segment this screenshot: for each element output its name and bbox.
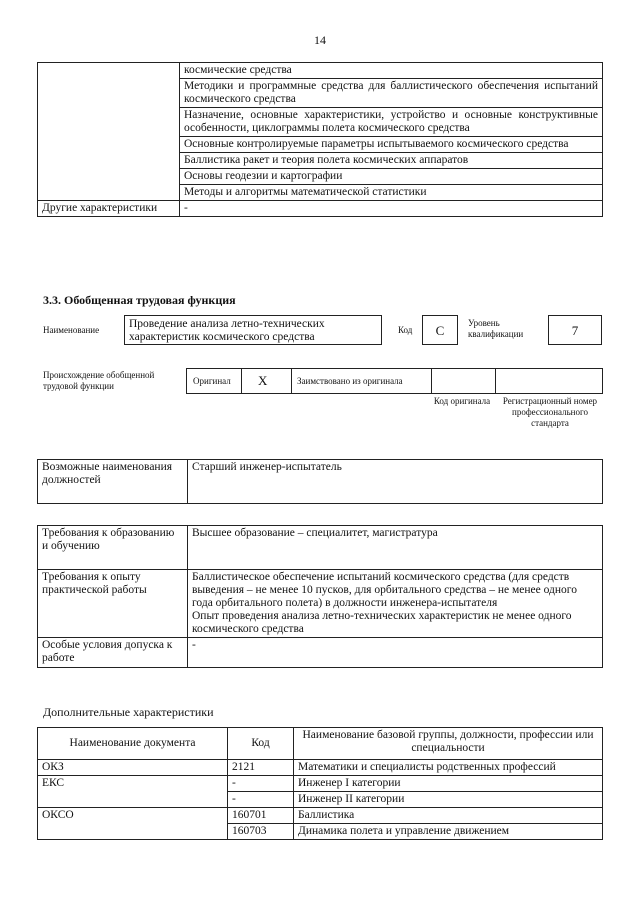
positions-table [37, 459, 603, 504]
header-code: Код [228, 728, 294, 760]
additional-title: Дополнительные характеристики [43, 705, 214, 719]
additional-table [37, 727, 603, 840]
name-cell: Динамика полета и управление движением [294, 824, 603, 840]
knowledge-item: Основные контролируемые параметры испытываемого космического средства [180, 137, 603, 153]
origin-label: Происхождение обобщенной трудовой функции [43, 370, 155, 391]
level-value: 7 [571, 323, 579, 338]
other-characteristics-label: Другие характеристики [38, 201, 180, 217]
header-name: Наименование базовой группы, должности, профессии или специальности [294, 728, 603, 760]
code-cell: - [228, 776, 294, 792]
table-header-row [38, 728, 603, 760]
special-value: - [188, 638, 603, 668]
table-row [38, 526, 603, 570]
table-row [38, 570, 603, 638]
code-cell: - [228, 792, 294, 808]
name-cell: Инженер II категории [294, 792, 603, 808]
code-value: C [435, 323, 445, 338]
function-name: Проведение анализа летно-технических характеристик космического средства [129, 318, 325, 343]
doc-cell: ОКСО [38, 808, 228, 840]
level-box [548, 315, 602, 345]
name-label: Наименование [43, 325, 100, 335]
doc-cell: ЕКС [38, 776, 228, 808]
experience-value-2: Опыт проведения анализа летно-технических характеристик не менее одного космического средства [192, 610, 572, 635]
positions-value: Старший инженер-испытатель [188, 460, 603, 504]
code-cell: 160703 [228, 824, 294, 840]
doc-cell: ОКЗ [38, 760, 228, 776]
level-label: Уровень квалификации [468, 318, 524, 339]
table-row [38, 776, 603, 792]
knowledge-item: Методы и алгоритмы математической статистики [180, 185, 603, 201]
code-cell: 160701 [228, 808, 294, 824]
table-row [38, 460, 603, 504]
special-label: Особые условия допуска к работе [38, 638, 188, 668]
knowledge-item: Основы геодезии и картографии [180, 169, 603, 185]
original-mark: X [258, 373, 268, 388]
function-name-box [124, 315, 382, 345]
code-cell: 2121 [228, 760, 294, 776]
name-cell: Математики и специалисты родственных профессий [294, 760, 603, 776]
education-value: Высшее образование – специалитет, магистратура [188, 526, 603, 570]
knowledge-item: космические средства [180, 63, 603, 79]
borrowed-label: Заимствовано из оригинала [297, 376, 403, 386]
header-doc: Наименование документа [38, 728, 228, 760]
experience-value-1: Баллистическое обеспечение испытаний космического средства (для средств выведения – не менее 10 пусков, для орбитального средства – не менее одного года орбитального полета) в должности инженера-испытателя [192, 571, 577, 609]
requirements-table [37, 525, 603, 668]
origin-table [186, 368, 603, 394]
code-original-label: Код оригинала [433, 396, 491, 406]
table-row [38, 63, 603, 79]
table-row [38, 201, 603, 217]
knowledge-item: Назначение, основные характеристики, устройство и основные конструктивные особенности, циклограммы полета космического средства [180, 108, 603, 137]
name-cell: Инженер I категории [294, 776, 603, 792]
name-cell: Баллистика [294, 808, 603, 824]
education-label: Требования к образованию и обучению [38, 526, 188, 570]
table-row [38, 638, 603, 668]
other-characteristics-value: - [180, 201, 603, 217]
reg-number-label: Регистрационный номер профессионального стандарта [502, 396, 598, 428]
positions-label: Возможные наименования должностей [38, 460, 188, 504]
knowledge-item: Методики и программные средства для баллистического обеспечения испытаний космического средства [180, 79, 603, 108]
original-label: Оригинал [193, 376, 231, 386]
table-row [38, 760, 603, 776]
section-heading: 3.3. Обобщенная трудовая функция [43, 293, 236, 307]
page-number: 14 [314, 33, 326, 47]
code-label: Код [398, 325, 413, 335]
knowledge-item: Баллистика ракет и теория полета космических аппаратов [180, 153, 603, 169]
knowledge-table [37, 62, 603, 217]
code-box [422, 315, 458, 345]
table-row [38, 808, 603, 824]
experience-label: Требования к опыту практической работы [38, 570, 188, 638]
